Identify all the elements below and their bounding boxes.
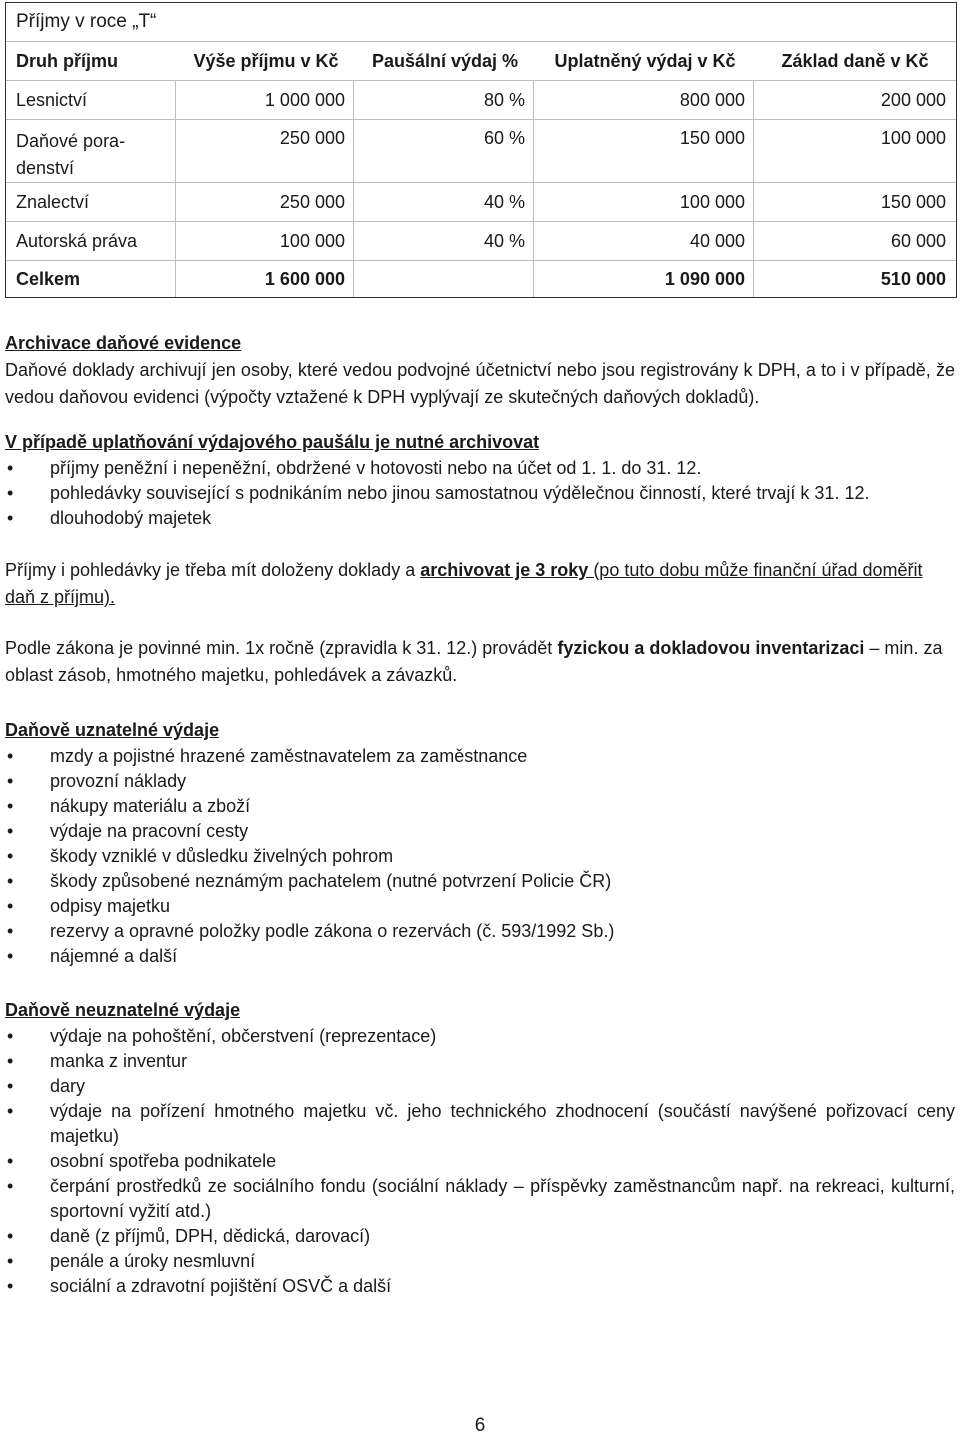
- list-item: • penále a úroky nesmluvní: [5, 1249, 955, 1274]
- table-row: [6, 183, 956, 222]
- table-cell: 100 000: [534, 183, 754, 221]
- table-cell: 40 %: [354, 183, 534, 221]
- table-cell: 80 %: [354, 81, 534, 119]
- archive-retention-paragraph: [5, 557, 955, 611]
- list-item: • mzdy a pojistné hrazené zaměstnavatelem za zaměstnance: [5, 744, 955, 769]
- list-item: • výdaje na pořízení hmotného majetku vč. jeho technického zhodnocení (součástí navýšené pořizovací ceny majetku): [5, 1099, 955, 1149]
- list-item: • dlouhodobý majetek: [5, 506, 955, 531]
- pausal-list: [5, 456, 955, 531]
- document-body: [5, 330, 955, 1299]
- list-item: • škody vzniklé v důsledku živelných pohrom: [5, 844, 955, 869]
- deductible-list: [5, 744, 955, 969]
- list-item: • příjmy peněžní i nepeněžní, obdržené v hotovosti nebo na účet od 1. 1. do 31. 12.: [5, 456, 955, 481]
- pausal-heading: V případě uplatňování výdajového paušálu je nutné archivovat: [5, 432, 540, 452]
- table-cell: 1 600 000: [176, 261, 354, 297]
- table-cell: 150 000: [534, 120, 754, 182]
- table-cell: 250 000: [176, 183, 354, 221]
- table-cell: 40 000: [534, 222, 754, 260]
- archive-heading: Archivace daňové evidence: [5, 333, 242, 353]
- table-cell: Daňové pora- denství: [6, 120, 176, 182]
- table-cell: 40 %: [354, 222, 534, 260]
- inventory-text-bold: fyzickou a dokladovou inventarizaci: [557, 638, 865, 658]
- list-item: • pohledávky související s podnikáním nebo jinou samostatnou výdělečnou činností, které trvají k 31. 12.: [5, 481, 955, 506]
- table-cell: 250 000: [176, 120, 354, 182]
- table-title: Příjmy v roce „T“: [6, 3, 956, 42]
- retention-text-pre: Příjmy i pohledávky je třeba mít doloženy doklady a: [5, 560, 421, 580]
- list-item: • čerpání prostředků ze sociálního fondu (sociální náklady – příspěvky zaměstnancům např. na rekreaci, kulturní, sportovní vyžití atd.): [5, 1174, 955, 1224]
- inventory-text-post: – min. za oblast zásob, hmotného majetku, pohledávek a závazků.: [5, 638, 943, 685]
- nondeductible-list: [5, 1024, 955, 1299]
- list-item: • výdaje na pracovní cesty: [5, 819, 955, 844]
- table-cell: 1 000 000: [176, 81, 354, 119]
- list-item: • nákupy materiálu a zboží: [5, 794, 955, 819]
- nondeductible-heading: Daňově neuznatelné výdaje: [5, 1000, 241, 1020]
- page-number: 6: [474, 1415, 486, 1436]
- list-item: • dary: [5, 1074, 955, 1099]
- col-header-tax-base: Základ daně v Kč: [781, 50, 929, 71]
- table-cell: 1 090 000: [534, 261, 754, 297]
- retention-text-bold: archivovat je 3 roky: [420, 560, 589, 580]
- table-cell: Lesnictví: [6, 81, 176, 119]
- income-table: [5, 2, 957, 298]
- table-cell: 510 000: [880, 268, 946, 289]
- list-item: • manka z inventur: [5, 1049, 955, 1074]
- table-cell: 60 %: [354, 120, 534, 182]
- deductible-heading: Daňově uznatelné výdaje: [5, 720, 220, 740]
- table-row: [6, 222, 956, 261]
- col-header-expense: Uplatněný výdaj v Kč: [554, 50, 736, 71]
- col-header-type: Druh příjmu: [16, 50, 118, 71]
- list-item: • odpisy majetku: [5, 894, 955, 919]
- table-cell: Celkem: [6, 261, 176, 297]
- table-cell: 200 000: [880, 89, 946, 110]
- table-cell: 100 000: [176, 222, 354, 260]
- table-cell: 150 000: [880, 191, 946, 212]
- table-row: [6, 81, 956, 120]
- inventory-paragraph: [5, 635, 955, 689]
- table-total-row: [6, 261, 956, 297]
- col-header-flat-rate: Paušální výdaj %: [371, 50, 519, 71]
- table-cell: 800 000: [534, 81, 754, 119]
- table-header-row: [6, 42, 956, 81]
- list-item: • sociální a zdravotní pojištění OSVČ a další: [5, 1274, 955, 1299]
- list-item: • osobní spotřeba podnikatele: [5, 1149, 955, 1174]
- list-item: • daně (z příjmů, DPH, dědická, darovací): [5, 1224, 955, 1249]
- list-item: • provozní náklady: [5, 769, 955, 794]
- inventory-text-pre: Podle zákona je povinné min. 1x ročně (zpravidla k 31. 12.) provádět: [5, 638, 558, 658]
- table-cell: 100 000: [880, 128, 946, 148]
- table-cell: 60 000: [890, 230, 946, 251]
- table-row: [6, 120, 956, 183]
- col-header-income: Výše příjmu v Kč: [193, 50, 339, 71]
- list-item: • výdaje na pohoštění, občerstvení (reprezentace): [5, 1024, 955, 1049]
- table-cell: [354, 261, 534, 297]
- list-item: • nájemné a další: [5, 944, 955, 969]
- table-cell: Znalectví: [6, 183, 176, 221]
- table-cell: Autorská práva: [6, 222, 176, 260]
- list-item: • rezervy a opravné položky podle zákona o rezervách (č. 593/1992 Sb.): [5, 919, 955, 944]
- archive-paragraph: Daňové doklady archivují jen osoby, které vedou podvojné účetnictví nebo jsou registrovány k DPH, a to i v případě, že vedou daňovou evidenci (výpočty vztažené k DPH vyplývají ze skutečných daňových dokladů).: [5, 360, 955, 407]
- list-item: • škody způsobené neznámým pachatelem (nutné potvrzení Policie ČR): [5, 869, 955, 894]
- retention-text-post: (po tuto dobu může finanční úřad doměřit daň z příjmu).: [5, 560, 923, 607]
